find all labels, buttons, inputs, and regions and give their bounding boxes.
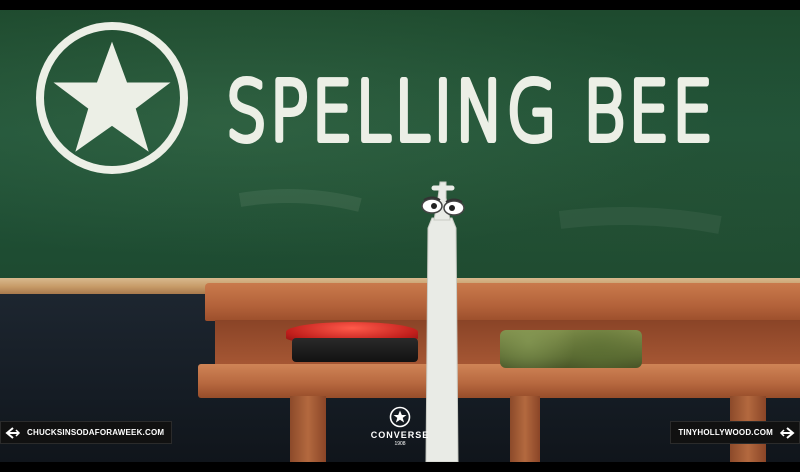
top-letterbox-bar — [0, 0, 800, 10]
converse-star-icon — [389, 406, 411, 428]
board-heading: SPELLING BEE — [226, 65, 716, 160]
chucks-site-label: CHUCKSINSODAFORAWEEK.COM — [27, 428, 165, 437]
forward-arrow-icon — [779, 426, 795, 440]
chalkboard — [0, 10, 800, 284]
chucks-site-link[interactable] — [0, 421, 172, 444]
red-eraser — [286, 322, 418, 364]
back-arrow-icon — [5, 426, 21, 440]
desk-leg — [510, 396, 540, 466]
chalk-star-logo — [40, 26, 184, 170]
chalk-drawing — [0, 10, 800, 284]
converse-logo — [369, 406, 431, 456]
green-sponge-eraser — [500, 330, 642, 368]
bottom-letterbox-bar — [0, 462, 800, 472]
converse-wordmark: CONVERSE — [370, 430, 430, 440]
desk-leg — [290, 396, 326, 466]
tinyhollywood-link[interactable] — [670, 421, 800, 444]
tinyhollywood-label: TINYHOLLYWOOD.COM — [678, 428, 773, 437]
converse-year: 1908 — [394, 441, 406, 447]
desk-top — [205, 283, 800, 321]
desk-shelf — [198, 364, 800, 398]
